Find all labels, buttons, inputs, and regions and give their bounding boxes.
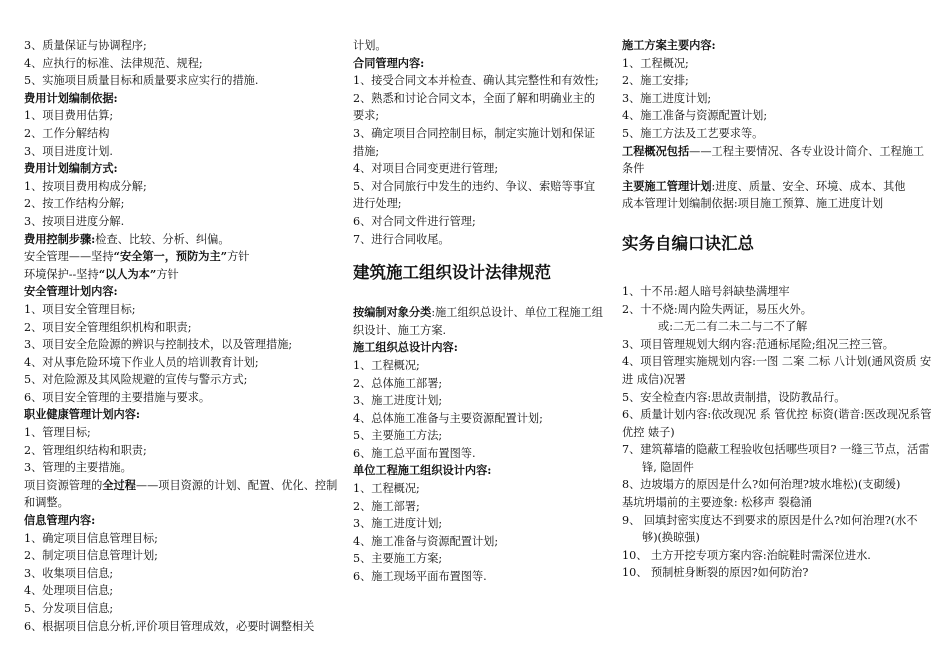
text-line: 3、项目进度计划. [24,144,113,158]
text-line: 5、安全检查内容:思故责制措，设防教品行。 [622,390,846,404]
column-middle [353,37,603,586]
text-line: 2、施工部署; [353,499,420,513]
section-title-construction-org-design: 建筑施工组织设计法律规范 [353,263,551,283]
text-line: 1、接受合同文本并检查、确认其完整性和有效性; [353,74,599,88]
text-line: 3、按项目进度分解. [24,214,125,228]
text-line: 6、根据项目信息分析,评价项目管理成效，必要时调整相关 [24,619,315,633]
text-line: 5、主要施工方案; [353,552,443,566]
text-line: 5、对危险源及其风险规避的宣传与警示方式; [24,373,248,387]
text-span: 环境保护--坚持 [24,267,99,281]
heading-unit-design: 单位工程施工组织设计内容: [353,463,492,478]
text-line: 5、实施项目质量目标和质量要求应实行的措施. [24,74,259,88]
text-line: 5、分发项目信息; [24,602,114,615]
heading-general-design: 施工组织总设计内容: [353,340,458,355]
heading-info-management: 信息管理内容: [24,513,96,528]
text-line: 3、管理的主要措施。 [24,461,132,475]
text-line [24,248,340,266]
text-line: 10、 土方开挖专项方案内容:治皖鞋时需深位进水. [622,548,871,562]
text-line: 1、工程概况; [622,56,689,70]
text-line: 1、工程概况; [353,482,420,496]
text-line: 基坑坍塌前的主要迹象: 松移声 裂稳涌 [622,496,812,510]
text-span: 项目资源管理的 [24,478,103,492]
text-span: 方针 [156,267,179,281]
text-line: 7、进行合同收尾。 [353,232,450,246]
text-line: 1、项目安全管理目标; [24,302,136,316]
text-span: 检查、比较、分析、纠偏。 [95,232,230,246]
text-span: ——项目资源的计划、配置、优化、控制和调整。 [24,478,338,510]
column-right [622,37,932,582]
text-line: 2、管理组织结构和职责; [24,443,147,457]
text-line: 2、按工作结构分解; [24,197,125,211]
text-line: 1、按项目费用构成分解; [24,179,147,193]
text-line [622,178,932,196]
text-line: 5、对合同旅行中发生的违约、争议、索赔等事宜进行处理; [353,179,596,211]
text-line [24,477,340,512]
text-line: 5、施工方法及工艺要求等。 [622,126,764,140]
text-span: :施工组织总设计、单位工程施工组织设计、施工方案. [353,306,603,337]
text-line: 3、施工进度计划; [622,91,712,105]
text-line: 6、质量计划内容:依改现况 系 管优控 标资(谐音:医改现况系管优控 婊子) [622,408,932,439]
text-line: 4、施工准备与资源配置计划; [353,534,499,548]
bold-span: “安全第一，预防为主” [113,249,228,264]
text-line: 2、施工安排; [622,74,689,88]
text-line: 5、主要施工方法; [353,429,443,443]
column-left [24,37,340,635]
bold-span: 全过程 [102,477,136,492]
text-line: 4、施工准备与资源配置计划; [622,109,768,123]
text-line: 3、施工进度计划; [353,517,443,531]
text-line [622,143,932,178]
text-line: 2、工作分解结构 [24,126,110,140]
text-line: 2、熟悉和讨论合同文本，全面了解和明确业主的要求; [353,91,596,123]
text-line: 2、总体施工部署; [353,376,443,390]
bold-span: 主要施工管理计划 [622,178,712,193]
text-line: 3、施工进度计划; [353,394,443,408]
heading-health-plan: 职业健康管理计划内容: [24,407,141,422]
text-line: 4、总体施工准备与主要资源配置计划; [353,411,543,425]
text-line: 2、项目安全管理组织机构和职责; [24,320,192,334]
text-line: 4、对从事危险环境下作业人员的培训教育计划; [24,355,259,369]
text-line: 1、项目费用估算; [24,109,114,123]
text-line: 6、施工总平面布置图等. [353,446,476,460]
text-line: 6、施工现场平面布置图等. [353,570,487,584]
text-span: 安全管理——坚持 [24,250,114,264]
text-line: 计划。 [353,39,387,52]
text-line: 2、十不烧:周内险失两证，易压火外。 [622,302,812,316]
text-line [24,231,340,249]
section-title-mnemonics: 实务自编口诀汇总 [622,233,754,253]
bold-span: “以人为本” [98,266,157,281]
text-line: 9、 回填封密实度达不到要求的原因是什么?如何治理?(水不够)(换晾强) [622,513,918,545]
heading-cost-plan-basis: 费用计划编制依据: [24,90,118,105]
text-line: 1、确定项目信息管理目标; [24,531,158,545]
text-line: 6、项目安全管理的主要措施与要求。 [24,390,211,404]
text-line [353,304,603,339]
text-line: 4、应执行的标准、法律规范、规程; [24,56,203,70]
bold-span: 按编制对象分类 [353,305,432,320]
text-line: 3、收集项目信息; [24,566,114,580]
heading-safety-plan: 安全管理计划内容: [24,284,118,299]
text-line [24,266,340,284]
text-line: 10、 预制桩身断裂的原因?如何防治? [622,566,809,580]
text-line: 4、处理项目信息; [24,584,114,598]
text-line: 3、项目管理规划大纲内容:范通标尾险;组况三控三管。 [622,337,894,351]
text-line: 4、对项目合同变更进行管理; [353,162,499,176]
text-line: 3、确定项目合同控制目标，制定实施计划和保证措施; [353,126,596,158]
text-line: 成本管理计划编制依据:项目施工预算、施工进度计划 [622,197,884,211]
text-line: 4、项目管理实施规划内容:一图 二案 二标 八计划(通风资质 安进 成信)况署 [622,355,932,386]
text-span: 方针 [227,250,250,264]
text-line: 1、管理目标; [24,426,91,440]
text-line: 或:二无二有二未二与二不了解 [658,320,808,334]
heading-contract-management: 合同管理内容: [353,55,425,70]
text-line: 1、工程概况; [353,358,420,372]
text-span: :进度、质量、安全、环境、成本、其他 [711,179,906,193]
heading-cost-control-steps: 费用控制步骤: [24,231,96,246]
text-span: ——工程主要情况、各专业设计简介、工程施工条件 [622,144,925,176]
text-line: 2、制定项目信息管理计划; [24,549,158,563]
text-line: 3、质量保证与协调程序; [24,39,147,52]
text-line: 7、建筑幕墙的隐蔽工程验收包括哪些项目? 一缝三节点，活雷锋, 隐固件 [622,443,930,474]
text-line: 3、项目安全危险源的辨识与控制技术，以及管理措施; [24,338,293,352]
text-line: 6、对合同文件进行管理; [353,214,476,228]
bold-span: 工程概况包括 [622,143,690,158]
heading-construction-plan: 施工方案主要内容: [622,38,716,52]
heading-cost-plan-method: 费用计划编制方式: [24,161,118,176]
text-line: 1、十不吊:超人暗号斜缺垫满埋牢 [622,284,790,298]
text-line: 8、边坡塌方的原因是什么?如何治理?坡水堆松)(支砌缓) [622,478,901,492]
